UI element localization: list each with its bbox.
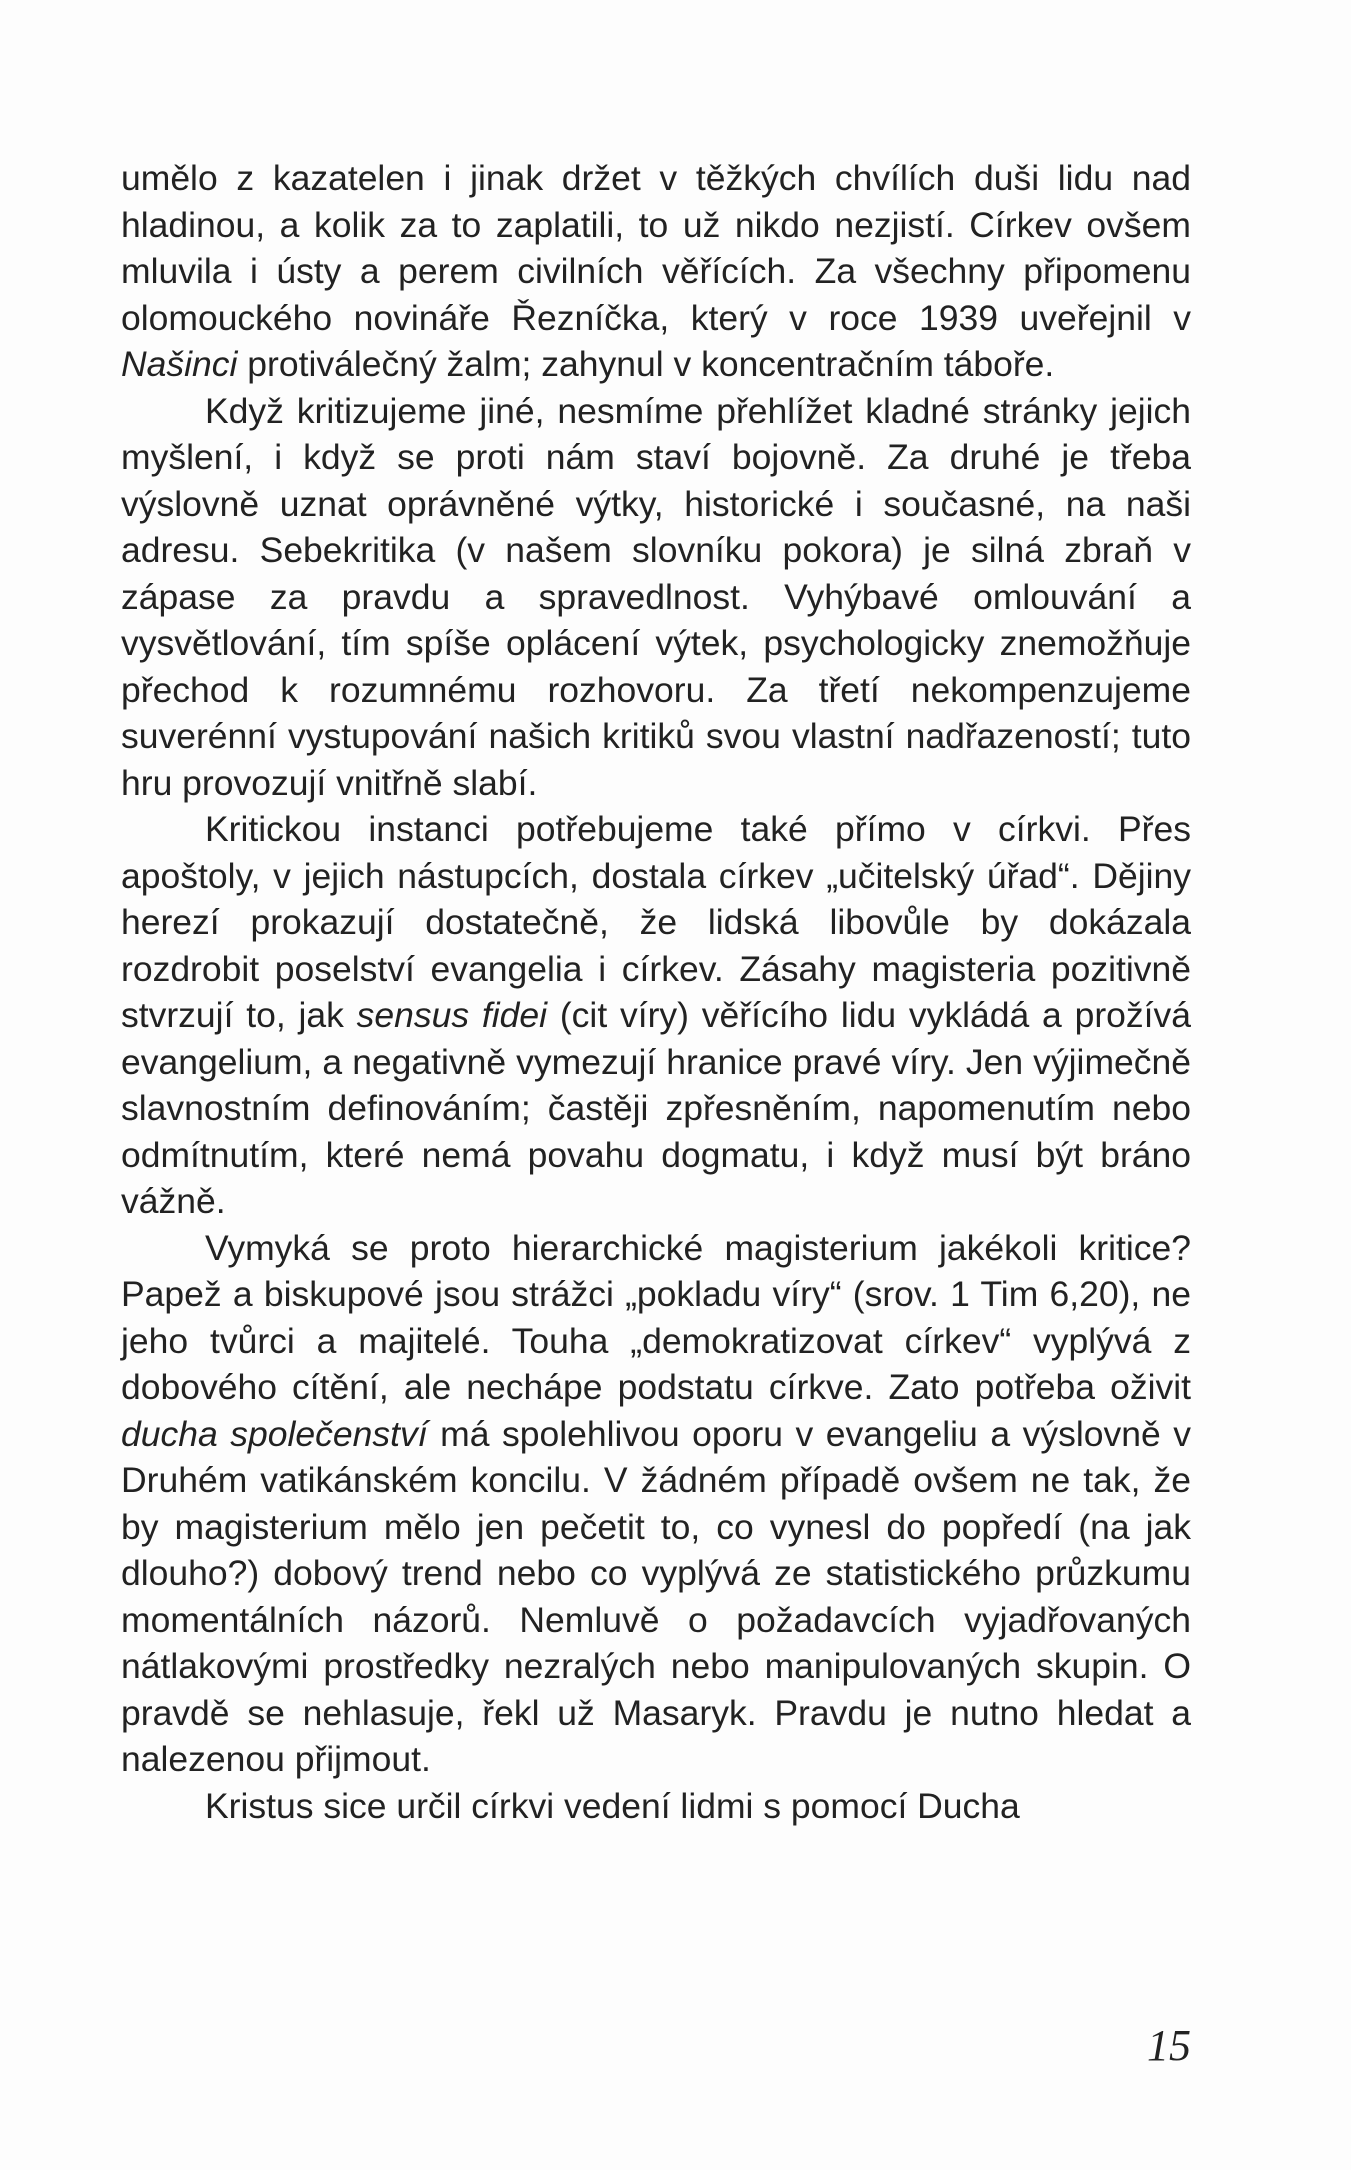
text-run: protiválečný žalm; zahynul v koncentračním táboře.	[237, 344, 1055, 384]
text-run: Kritickou instanci potřebujeme také přímo v církvi. Přes apoštoly, v jejich nástupcích, dostala církev „učitelský úřad“. Dějiny herezí prokazují dostatečně, že lidská libovůle by dokázala rozdrobit poselství evangelia i církev. Zásahy magisteria pozitivně stvrzují to, jak	[121, 809, 1191, 1035]
body-text	[121, 155, 1191, 1829]
italic-text: ducha společenství	[121, 1413, 428, 1454]
text-run: má spolehlivou oporu v evangeliu a výslovně v Druhém vatikánském koncilu. V žádném případě ovšem ne tak, že by magisterium mělo jen pečetit to, co vynesl do popředí (na jak dlouho?) dobový trend nebo co vyplývá ze statistického průzkumu momentálních názorů. Nemluvě o požadavcích vyjadřovaných nátlakovými prostředky nezralých nebo manipulovaných skupin. O pravdě se nehlasuje, řekl už Masaryk. Pravdu je nutno hledat a nalezenou přijmout.	[121, 1413, 1192, 1779]
italic-text: Našinci	[121, 344, 238, 384]
text-run: Vymyká se proto hierarchické magisterium jakékoli kritice? Papež a biskupové jsou strážci „pokladu víry“ (srov. 1 Tim 6,20), ne jeho tvůrci a majitelé. Touha „demokratizovat církev“ vyplývá z dobového cítění, ale nechápe podstatu církve. Zato potřeba oživit	[121, 1227, 1191, 1407]
paragraph	[121, 1225, 1191, 1783]
page-number: 15	[1147, 2021, 1191, 2070]
text-run: umělo z kazatelen i jinak držet v těžkých chvílích duši lidu nad hladinou, a kolik za to zaplatili, to už nikdo nezjistí. Církev ovšem mluvila i ústy a perem civilních věřících. Za všechny připomenu olomouckého novináře Řezníčka, který v roce 1939 uveřejnil v	[121, 158, 1191, 338]
text-run: Kristus sice určil církvi vedení lidmi s pomocí Ducha	[205, 1785, 1020, 1826]
paragraph	[121, 806, 1191, 1225]
text-run: (cit víry) věřícího lidu vykládá a prožívá evangelium, a negativně vymezují hranice pravé víry. Jen výjimečně slavnostním definováním; častěji zpřesněním, napomenutím nebo odmítnutím, které nemá povahu dogmatu, i když musí být bráno vážně.	[121, 995, 1191, 1221]
paragraph	[121, 1783, 1191, 1830]
paragraph	[121, 388, 1191, 807]
italic-text: sensus fidei	[356, 995, 548, 1035]
text-run: Když kritizujeme jiné, nesmíme přehlížet kladné stránky jejich myšlení, i když se proti nám staví bojovně. Za druhé je třeba výslovně uznat oprávněné výtky, historické i současné, na naši adresu. Sebekritika (v našem slovníku pokora) je silná zbraň v zápase za pravdu a spravedlnost. Vyhýbavé omlouvání a vysvětlování, tím spíše oplácení výtek, psychologicky znemožňuje přechod k rozumnému rozhovoru. Za třetí nekompenzujeme suverénní vystupování našich kritiků svou vlastní nadřazeností; tuto hru provozují vnitřně slabí.	[121, 390, 1191, 803]
paragraph	[121, 155, 1191, 388]
